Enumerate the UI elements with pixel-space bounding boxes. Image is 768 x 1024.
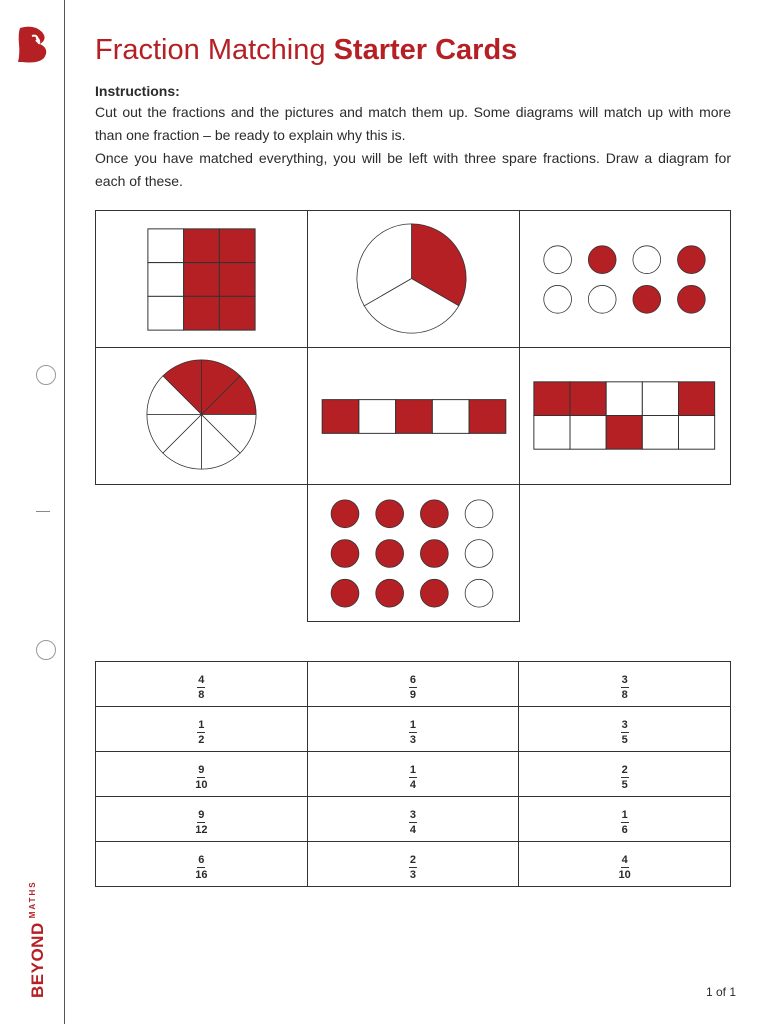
empty-cell [359, 400, 396, 434]
punch-hole-top [36, 365, 56, 385]
shaded-counter [420, 500, 448, 528]
fraction [621, 719, 629, 746]
fraction [409, 854, 417, 881]
shaded-counter [331, 500, 359, 528]
denominator: 9 [409, 688, 417, 701]
title-light: Fraction Matching [95, 34, 326, 66]
shaded-counter [633, 285, 661, 313]
shaded-cell [219, 229, 255, 263]
fraction [621, 809, 629, 836]
fraction-row [96, 842, 731, 887]
denominator: 3 [409, 868, 417, 881]
empty-counter [588, 285, 616, 313]
fraction-card [519, 797, 731, 842]
denominator: 4 [409, 778, 417, 791]
card-pie-eighths [95, 347, 308, 485]
shaded-cell [570, 382, 606, 416]
punch-hole-bottom [36, 640, 56, 660]
fraction-card [96, 662, 308, 707]
fraction [195, 764, 207, 791]
numerator: 3 [621, 718, 628, 731]
fraction-table [95, 661, 731, 887]
fraction-card [96, 797, 308, 842]
shaded-cell [184, 263, 220, 297]
fold-mark [36, 511, 50, 512]
denominator: 3 [409, 733, 417, 746]
fraction-card [519, 842, 731, 887]
fraction [195, 809, 207, 836]
numerator: 2 [621, 763, 628, 776]
fraction [197, 674, 205, 701]
empty-cell [642, 416, 678, 450]
empty-counter [465, 579, 493, 607]
shaded-cell [606, 416, 642, 450]
title-bold: Starter Cards [333, 34, 518, 66]
shaded-counter [588, 246, 616, 274]
card-counters-2x4 [519, 210, 731, 348]
fraction-row [96, 662, 731, 707]
denominator: 5 [621, 778, 628, 791]
empty-cell [148, 229, 184, 263]
empty-counter [544, 285, 572, 313]
fraction [409, 809, 417, 836]
shaded-counter [331, 579, 359, 607]
numerator: 9 [198, 808, 205, 821]
fraction [409, 674, 417, 701]
page-number: 1 of 1 [706, 985, 737, 999]
numerator: 1 [409, 763, 417, 776]
shaded-cell [219, 296, 255, 330]
fraction-card [519, 707, 731, 752]
numerator: 9 [198, 763, 205, 776]
card-strip-5 [307, 347, 520, 485]
numerator: 1 [198, 718, 205, 731]
shaded-counter [678, 246, 706, 274]
fraction [621, 674, 629, 701]
shaded-counter [331, 540, 359, 568]
card-grid-3x3 [95, 210, 308, 348]
denominator: 6 [621, 823, 628, 836]
empty-counter [465, 500, 493, 528]
denominator: 10 [195, 778, 208, 791]
empty-cell [606, 382, 642, 416]
empty-cell [642, 382, 678, 416]
fraction-card [307, 842, 519, 887]
denominator: 4 [409, 823, 417, 836]
numerator: 4 [621, 853, 628, 866]
numerator: 2 [409, 853, 417, 866]
denominator: 8 [621, 688, 628, 701]
page-title [95, 34, 517, 67]
empty-cell [432, 400, 469, 434]
numerator: 1 [621, 808, 628, 821]
fraction-card [96, 707, 308, 752]
fraction-card [519, 662, 731, 707]
shaded-cell [534, 382, 570, 416]
shaded-counter [678, 285, 706, 313]
instructions-paragraph-2: Once you have matched everything, you will be left with three spare fractions. Draw a diagram for each of these. [95, 150, 731, 189]
shaded-cell [469, 400, 506, 434]
denominator: 8 [198, 688, 205, 701]
denominator: 16 [195, 868, 208, 881]
numerator: 3 [409, 808, 417, 821]
fraction [409, 719, 417, 746]
empty-cell [534, 416, 570, 450]
brand-vertical [24, 860, 47, 1000]
empty-counter [544, 246, 572, 274]
denominator: 2 [198, 733, 205, 746]
empty-cell [678, 416, 714, 450]
brand-sub: MATHS [28, 880, 37, 919]
fraction-card [307, 752, 519, 797]
numerator: 6 [198, 853, 205, 866]
shaded-cell [322, 400, 359, 434]
fraction-card [96, 752, 308, 797]
picture-cards [95, 210, 731, 622]
shaded-counter [376, 579, 404, 607]
shaded-counter [420, 579, 448, 607]
empty-cell [570, 416, 606, 450]
fraction-row [96, 797, 731, 842]
fraction-card [307, 707, 519, 752]
card-pie-thirds [307, 210, 520, 348]
denominator: 5 [621, 733, 628, 746]
shaded-cell [184, 296, 220, 330]
denominator: 10 [618, 868, 631, 881]
fraction [409, 764, 417, 791]
shaded-counter [376, 500, 404, 528]
fraction [195, 854, 207, 881]
empty-cell [148, 296, 184, 330]
fraction-card [519, 752, 731, 797]
instructions-heading: Instructions: [95, 83, 180, 99]
shaded-counter [420, 540, 448, 568]
fraction [621, 764, 629, 791]
fraction-card [96, 842, 308, 887]
beyond-logo-icon [16, 24, 50, 64]
numerator: 3 [621, 673, 628, 686]
numerator: 1 [409, 718, 417, 731]
card-grid-2x5 [519, 347, 731, 485]
shaded-cell [396, 400, 433, 434]
fraction [197, 719, 205, 746]
brand-name: BEYOND [28, 922, 47, 998]
denominator: 12 [195, 823, 208, 836]
fraction-card [307, 662, 519, 707]
numerator: 4 [198, 673, 205, 686]
numerator: 6 [409, 673, 417, 686]
empty-cell [148, 263, 184, 297]
fraction-row [96, 752, 731, 797]
shaded-cell [678, 382, 714, 416]
shaded-cell [219, 263, 255, 297]
margin-line [64, 0, 65, 1024]
empty-counter [465, 540, 493, 568]
fraction [619, 854, 631, 881]
empty-counter [633, 246, 661, 274]
instructions-paragraph-1: Cut out the fractions and the pictures and match them up. Some diagrams will match up with more than one fraction – be ready to explain why this is. [95, 104, 731, 143]
card-counters-3x4 [307, 484, 520, 622]
shaded-counter [376, 540, 404, 568]
fraction-row [96, 707, 731, 752]
shaded-cell [184, 229, 220, 263]
fraction-card [307, 797, 519, 842]
